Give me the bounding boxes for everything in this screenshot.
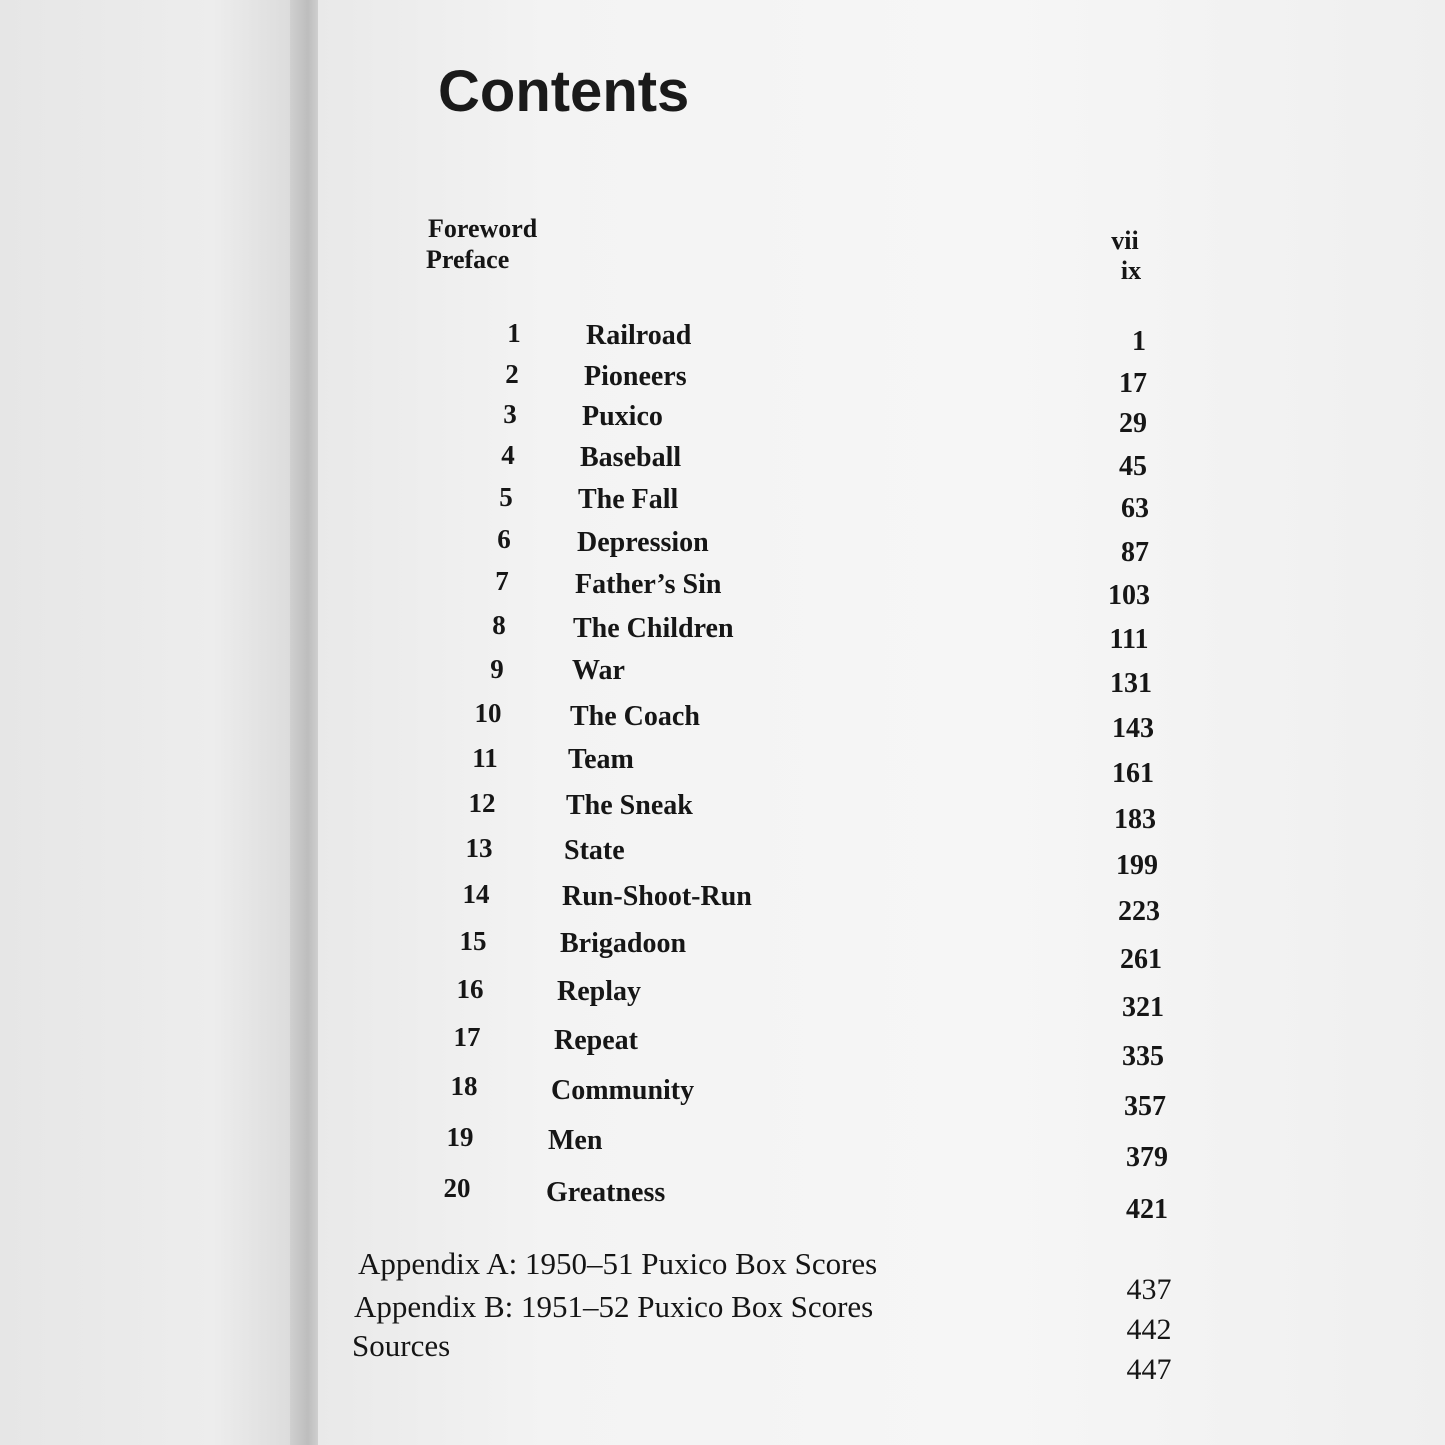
appendix-b-title: Appendix B: 1951–52 Puxico Box Scores (354, 1289, 874, 1324)
chapter-3-page: 29 (1119, 408, 1147, 439)
chapter-11-number: 11 (472, 743, 498, 773)
chapter-9-title: War (572, 655, 625, 686)
chapter-8-page: 111 (1109, 624, 1149, 655)
appendix-a-page: 437 (1126, 1273, 1172, 1306)
chapter-20-number: 20 (443, 1173, 471, 1203)
chapter-1-title: Railroad (586, 320, 692, 351)
preface-page: ix (1120, 256, 1142, 285)
chapter-7-page: 103 (1108, 580, 1150, 611)
preface-title: Preface (426, 245, 510, 274)
foreword-page: vii (1111, 226, 1139, 255)
chapter-3-title: Puxico (582, 401, 663, 432)
chapter-11-page: 161 (1112, 758, 1154, 789)
chapter-7-title: Father’s Sin (575, 569, 722, 600)
chapter-18-page: 357 (1124, 1091, 1166, 1122)
chapter-8-title: The Children (573, 613, 734, 644)
chapter-6-number: 6 (497, 524, 511, 554)
chapter-11-title: Team (568, 744, 634, 775)
chapter-16-number: 16 (456, 974, 484, 1004)
chapter-12-page: 183 (1114, 804, 1156, 835)
chapter-15-page: 261 (1120, 944, 1162, 975)
foreword-title: Foreword (428, 214, 538, 243)
chapter-2-title: Pioneers (584, 361, 687, 392)
contents-heading: Contents (438, 59, 690, 124)
chapter-1-number: 1 (507, 318, 521, 348)
chapter-1-page: 1 (1132, 326, 1146, 357)
chapter-9-page: 131 (1110, 668, 1152, 699)
chapter-19-title: Men (548, 1125, 603, 1156)
chapter-10-page: 143 (1112, 713, 1154, 744)
chapter-20-page: 421 (1126, 1194, 1168, 1225)
chapter-9-number: 9 (490, 654, 504, 684)
chapter-5-number: 5 (499, 482, 513, 512)
chapter-10-title: The Coach (570, 701, 700, 732)
chapter-13-title: State (564, 835, 625, 866)
sources-title: Sources (352, 1328, 451, 1363)
chapter-5-title: The Fall (578, 484, 679, 515)
chapter-7-number: 7 (495, 566, 509, 596)
chapter-5-page: 63 (1121, 493, 1149, 524)
chapter-2-page: 17 (1119, 368, 1147, 399)
chapter-18-number: 18 (450, 1071, 478, 1101)
chapter-14-page: 223 (1118, 896, 1160, 927)
chapter-3-number: 3 (503, 399, 517, 429)
chapter-18-title: Community (551, 1075, 695, 1106)
chapter-13-number: 13 (465, 833, 493, 863)
chapter-6-page: 87 (1121, 537, 1149, 568)
chapter-4-number: 4 (501, 440, 515, 470)
chapter-17-title: Repeat (554, 1025, 638, 1056)
chapter-15-title: Brigadoon (560, 928, 687, 959)
chapter-19-page: 379 (1126, 1142, 1168, 1173)
chapter-2-number: 2 (505, 359, 519, 389)
chapter-8-number: 8 (492, 610, 506, 640)
chapter-15-number: 15 (459, 926, 487, 956)
chapter-16-title: Replay (557, 976, 641, 1007)
chapter-19-number: 19 (446, 1122, 474, 1152)
chapter-14-title: Run-Shoot-Run (562, 881, 752, 912)
sources-page: 447 (1126, 1353, 1172, 1386)
appendix-b-page: 442 (1126, 1313, 1172, 1346)
chapter-10-number: 10 (474, 698, 502, 728)
appendix-a-title: Appendix A: 1950–51 Puxico Box Scores (358, 1246, 878, 1281)
chapter-16-page: 321 (1122, 992, 1164, 1023)
chapter-12-title: The Sneak (566, 790, 693, 821)
chapter-4-page: 45 (1119, 451, 1147, 482)
chapter-17-page: 335 (1122, 1041, 1164, 1072)
chapter-17-number: 17 (453, 1022, 481, 1052)
chapter-13-page: 199 (1116, 850, 1158, 881)
chapter-12-number: 12 (468, 788, 496, 818)
chapter-6-title: Depression (577, 527, 709, 558)
left-page (0, 0, 305, 1445)
chapter-4-title: Baseball (580, 442, 682, 473)
chapter-20-title: Greatness (546, 1177, 666, 1208)
chapter-14-number: 14 (462, 879, 490, 909)
